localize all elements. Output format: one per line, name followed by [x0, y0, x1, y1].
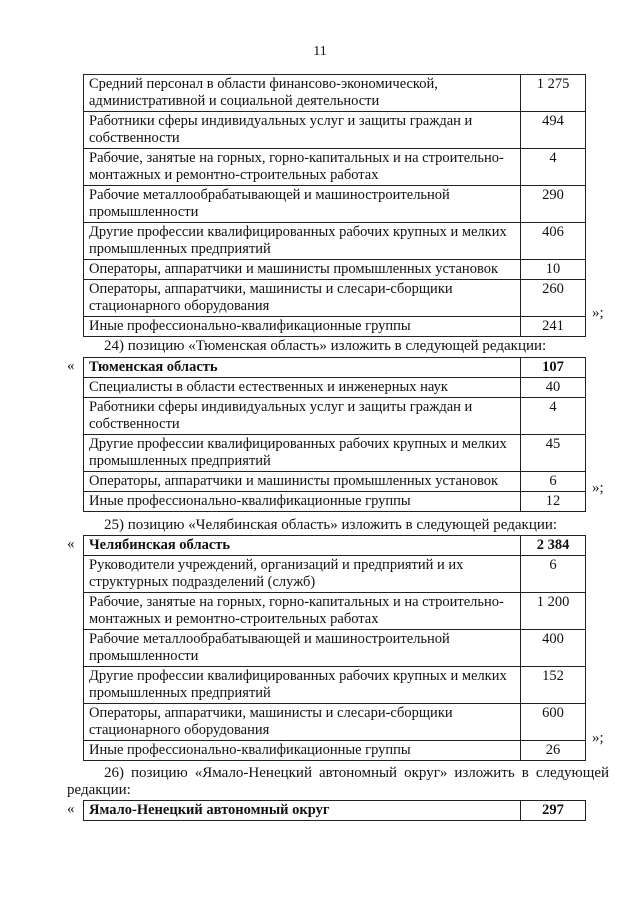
row-value: 45 — [521, 435, 586, 472]
row-label: Иные профессионально-квалификационные группы — [84, 317, 521, 337]
row-value: 152 — [521, 667, 586, 704]
region-total: 297 — [521, 801, 586, 821]
row-label: Работники сферы индивидуальных услуг и защиты граждан и собственности — [84, 112, 521, 149]
closing-quote: »; — [592, 730, 604, 746]
table-row — [84, 378, 586, 398]
table-row — [84, 593, 586, 630]
paragraph-24: 24) позицию «Тюменская область» изложить в следующей редакции: — [104, 338, 547, 354]
row-label: Рабочие металлообрабатывающей и машиностроительной промышленности — [84, 186, 521, 223]
row-label: Операторы, аппаратчики и машинисты промышленных установок — [84, 260, 521, 280]
table-row — [84, 317, 586, 337]
region-total: 107 — [521, 358, 586, 378]
opening-quote: « — [67, 801, 75, 817]
table-header-row — [84, 801, 586, 821]
table-row — [84, 260, 586, 280]
row-value: 406 — [521, 223, 586, 260]
row-label: Операторы, аппаратчики и машинисты промышленных установок — [84, 472, 521, 492]
row-value: 4 — [521, 149, 586, 186]
row-value: 241 — [521, 317, 586, 337]
row-label: Специалисты в области естественных и инженерных наук — [84, 378, 521, 398]
row-label: Средний персонал в области финансово-экономической, административной и социальной деятельности — [84, 75, 521, 112]
table-row — [84, 472, 586, 492]
row-value: 6 — [521, 472, 586, 492]
opening-quote: « — [67, 358, 75, 374]
region-total: 2 384 — [521, 536, 586, 556]
row-value: 26 — [521, 741, 586, 761]
row-label: Другие профессии квалифицированных рабочих крупных и мелких промышленных предприятий — [84, 223, 521, 260]
row-label: Операторы, аппаратчики, машинисты и слесари-сборщики стационарного оборудования — [84, 704, 521, 741]
table-row — [84, 667, 586, 704]
closing-quote: »; — [592, 480, 604, 496]
row-value: 10 — [521, 260, 586, 280]
table-row — [84, 223, 586, 260]
table-header-row — [84, 358, 586, 378]
region-name: Челябинская область — [84, 536, 521, 556]
row-value: 1 200 — [521, 593, 586, 630]
row-label: Иные профессионально-квалификационные группы — [84, 492, 521, 512]
table-yamal — [83, 800, 586, 821]
row-label: Рабочие, занятые на горных, горно-капитальных и на строительно-монтажных и ремонтно-строительных работах — [84, 149, 521, 186]
row-value: 4 — [521, 398, 586, 435]
table-row — [84, 112, 586, 149]
region-name: Тюменская область — [84, 358, 521, 378]
row-label: Руководители учреждений, организаций и предприятий и их структурных подразделений (служб) — [84, 556, 521, 593]
table-tyumen — [83, 357, 586, 512]
table-row — [84, 186, 586, 223]
table-row — [84, 398, 586, 435]
row-label: Рабочие металлообрабатывающей и машиностроительной промышленности — [84, 630, 521, 667]
page-number: 11 — [313, 44, 327, 59]
row-value: 400 — [521, 630, 586, 667]
row-value: 494 — [521, 112, 586, 149]
row-label: Работники сферы индивидуальных услуг и защиты граждан и собственности — [84, 398, 521, 435]
row-label: Другие профессии квалифицированных рабочих крупных и мелких промышленных предприятий — [84, 667, 521, 704]
table-row — [84, 704, 586, 741]
table-previous-region — [83, 74, 586, 337]
closing-quote: »; — [592, 305, 604, 321]
region-name: Ямало-Ненецкий автономный округ — [84, 801, 521, 821]
row-value: 260 — [521, 280, 586, 317]
table-row — [84, 630, 586, 667]
table-chelyabinsk — [83, 535, 586, 761]
table-header-row — [84, 536, 586, 556]
paragraph-26-line2: редакции: — [67, 782, 131, 798]
row-label: Рабочие, занятые на горных, горно-капитальных и на строительно-монтажных и ремонтно-строительных работах — [84, 593, 521, 630]
opening-quote: « — [67, 536, 75, 552]
row-label: Операторы, аппаратчики, машинисты и слесари-сборщики стационарного оборудования — [84, 280, 521, 317]
row-value: 290 — [521, 186, 586, 223]
row-label: Иные профессионально-квалификационные группы — [84, 741, 521, 761]
paragraph-26-line1: 26) позицию «Ямало-Ненецкий автономный округ» изложить в следующей — [104, 765, 609, 781]
table-row — [84, 741, 586, 761]
table-row — [84, 492, 586, 512]
table-row — [84, 435, 586, 472]
row-value: 1 275 — [521, 75, 586, 112]
table-row — [84, 75, 586, 112]
row-value: 600 — [521, 704, 586, 741]
row-value: 12 — [521, 492, 586, 512]
row-label: Другие профессии квалифицированных рабочих крупных и мелких промышленных предприятий — [84, 435, 521, 472]
table-row — [84, 556, 586, 593]
row-value: 40 — [521, 378, 586, 398]
paragraph-25: 25) позицию «Челябинская область» изложить в следующей редакции: — [104, 517, 558, 533]
table-row — [84, 149, 586, 186]
row-value: 6 — [521, 556, 586, 593]
table-row — [84, 280, 586, 317]
